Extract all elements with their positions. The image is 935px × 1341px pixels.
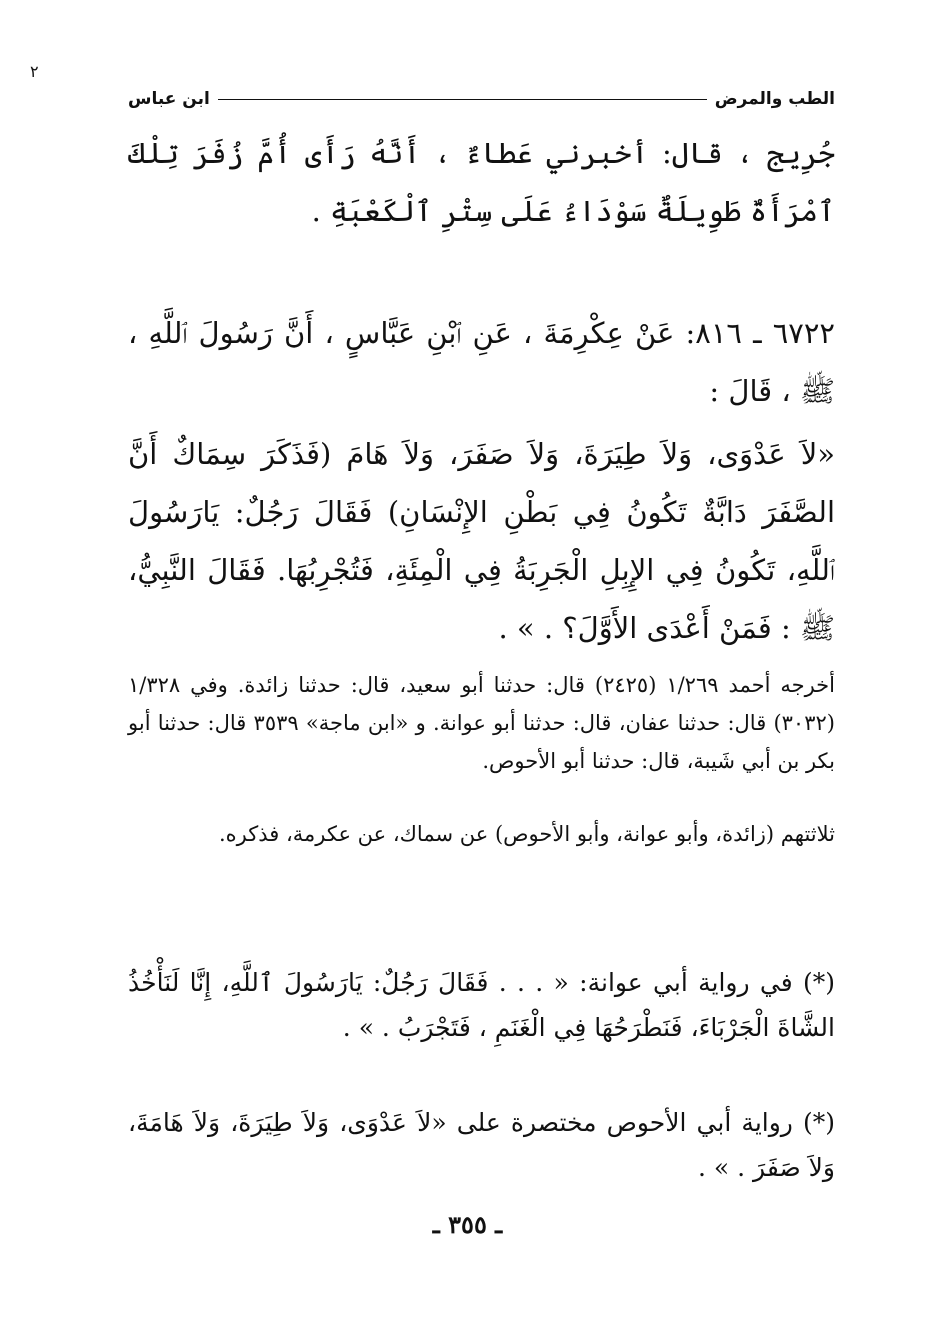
margin-mark: ٢ [30,62,39,81]
page-number: ـ ٣٥٥ ـ [432,1210,503,1239]
book-title: الطب والمرض [714,89,835,109]
paragraph-continuation: جُرِيج ، قال: أخبرني عَطاءٌ ، أَنَّهُ رَأَى أُمَّ زُفَرَ تِلْكَ ٱمْرَأَةٌ طَوِيلَةٌ سَوْدَاءُ عَلَى سِتْرِ ٱلْكَعْبَةِ . [128,136,835,228]
takhrij-summary: ثلاثتهم (زائدة، وأبو عوانة، وأبو الأحوص) عن سماك، عن عكرمة، فذكره. [218,822,835,846]
hadith-matn: «لاَ عَدْوَى، وَلاَ طِيَرَةَ، وَلاَ صَفَرَ، وَلاَ هَامَ (فَذَكَرَ سِمَاكٌ أَنَّ الصَّفَرَ دَابَّةٌ تَكُونُ فِي بَطْنِ الإِنْسَانِ) فَقَالَ رَجُلٌ: يَارَسُولَ ٱللَّهِ، تَكُونُ فِي الإِبِلِ الْجَرِبَةُ فِي الْمِئَةِ، فَتُجْرِبُهَا. فَقَالَ النَّبِيُّ، ﷺ : فَمَنْ أَعْدَى الأَوَّلَ؟ . » . [128,437,835,645]
hadith-isnad: ٦٧٢٢ ـ ٨١٦: عَنْ عِكْرِمَةَ ، عَنِ ٱبْنِ عَبَّاسٍ ، أَنَّ رَسُولَ ٱللَّهِ ، ﷺ ، قَالَ : [128,316,835,408]
variant-note-abu-al-ahwas: (*) رواية أبي الأحوص مختصرة على «لاَ عَدْوَى، وَلاَ طِيَرَةَ، وَلاَ هَامَةَ، وَلاَ صَفَرَ . » . [128,1108,835,1182]
running-header [128,86,835,112]
chapter-title: ابن عباس [128,89,210,109]
variant-note-abu-awana: (*) في رواية أبي عوانة: « . . . فَقَالَ رَجُلٌ: يَارَسُولَ ٱللَّهِ، إِنَّا لَنَأْخُذُ الشَّاةَ الْجَرْبَاءَ، فَنَطْرَحُهَا فِي الْغَنَمِ ، فَتَجْرَبُ . » . [128,968,835,1042]
takhrij-note: أخرجه أحمد ١/٢٦٩ (٢٤٢٥) قال: حدثنا أبو سعيد، قال: حدثنا زائدة. وفي ١/٣٢٨ (٣٠٣٢) قال: حدثنا عفان، قال: حدثنا أبو عوانة. و «ابن ماجة» ٣٥٣٩ قال: حدثنا أبو بكر بن أبي شَيبة، قال: حدثنا أبو الأحوص. [128,673,835,773]
header-rule [218,99,707,100]
